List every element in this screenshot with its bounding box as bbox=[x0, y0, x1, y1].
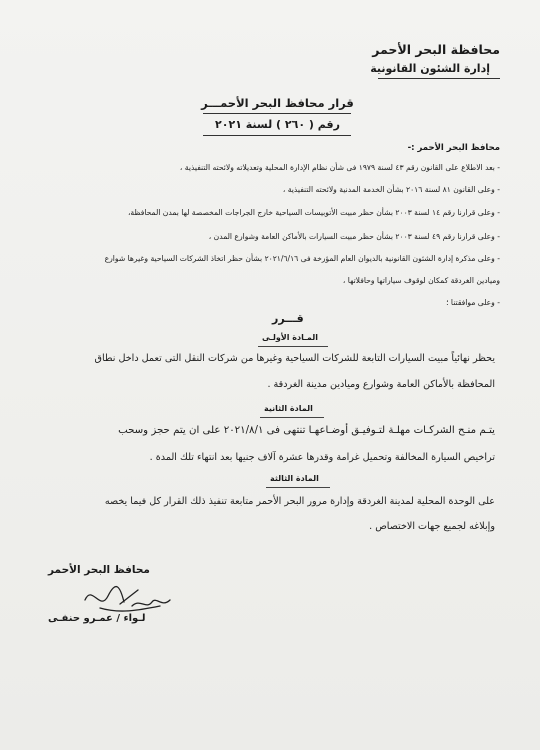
decree-number-underline bbox=[203, 135, 351, 136]
preamble-item: - بعد الاطلاع على القانون رقم ٤٣ لسنة ١٩٧٩ فى شأن نظام الإدارة المحلية وتعديلاته ولائحته التنفيذية ، bbox=[179, 163, 500, 172]
signatory-name: لـواء / عمـرو حنفـى bbox=[48, 613, 146, 624]
signature-title: محافظ البحر الأحمر bbox=[48, 564, 150, 576]
preamble-item: - وعلى قرارنا رقم ١٤ لسنة ٢٠٠٣ بشأن حظر مبيت الأتوبيسات السياحية خارج الجراجات المخصصة لها بمدن المحافظة، bbox=[127, 208, 500, 217]
preamble-item: - وعلى موافقتنا ؛ bbox=[446, 298, 500, 307]
decree-title: قرار محافظ البحر الأحمـــر bbox=[201, 96, 354, 110]
decree-title-underline bbox=[203, 113, 351, 114]
article-1-underline bbox=[258, 346, 328, 347]
decree-number: رقم ( ٢٦٠ ) لسنة ٢٠٢١ bbox=[215, 118, 340, 131]
article-1-line: المحافظة بالأماكن العامة وشوارع وميادين مدينة الغردقة . bbox=[267, 379, 495, 390]
article-2-heading: المادة الثانية bbox=[264, 404, 313, 413]
preamble-item: وميادين الغردقة كمكان لوقوف سياراتها وحافلاتها ، bbox=[342, 276, 500, 285]
preamble-heading: محافظ البحر الأحمر :- bbox=[407, 143, 500, 153]
preamble-item: - وعلى قرارنا رقم ٤٩ لسنة ٢٠٠٣ بشأن حظر مبيت السيارات بالأماكن العامة وشوارع المدن ، bbox=[208, 232, 500, 241]
header-department: إدارة الشئون القانونية bbox=[370, 62, 490, 75]
article-1-heading: المـادة الأولـى bbox=[262, 333, 318, 342]
article-1-line: يحظر نهائياً مبيت السيارات التابعة للشركات السياحية وغيرها من شركات النقل التى تعمل داخل نطاق bbox=[94, 353, 495, 364]
article-3-heading: المادة الثالثة bbox=[270, 474, 319, 483]
article-3-line: على الوحدة المحلية لمدينة الغردقة وإدارة مرور البحر الأحمر متابعة تنفيذ ذلك القرار كل فيما يخصه bbox=[104, 496, 495, 507]
article-3-line: وإبلاغه لجميع جهات الاختصاص . bbox=[369, 521, 495, 532]
header-governorate: محافظة البحر الأحمر bbox=[372, 42, 500, 57]
article-2-line: تراخيص السيارة المخالفة وتحميل غرامة وقدرها عشرة آلاف جنيها بعد انتهاء تلك المدة . bbox=[149, 452, 495, 463]
preamble-item: - وعلى القانون ٨١ لسنة ٢٠١٦ بشأن الخدمة المدنية ولائحته التنفيذية ، bbox=[282, 185, 500, 194]
preamble-item: - وعلى مذكرة إدارة الشئون القانونية بالديوان العام المؤرخة فى ٢٠٢١/٦/١٦ بشأن حظر اتخاذ الشركات السياحية وغيرها شوارع bbox=[104, 254, 500, 263]
article-3-underline bbox=[266, 487, 330, 488]
article-2-line: يتـم منـح الشركـات مهلـة لتـوفيـق أوضـاعهـا تنتهى فى ٢٠٢١/٨/١ على ان يتم حجز وسحب bbox=[118, 425, 495, 436]
header-underline bbox=[378, 78, 500, 79]
article-2-underline bbox=[260, 417, 324, 418]
decision-heading: قـــرر bbox=[272, 312, 304, 325]
